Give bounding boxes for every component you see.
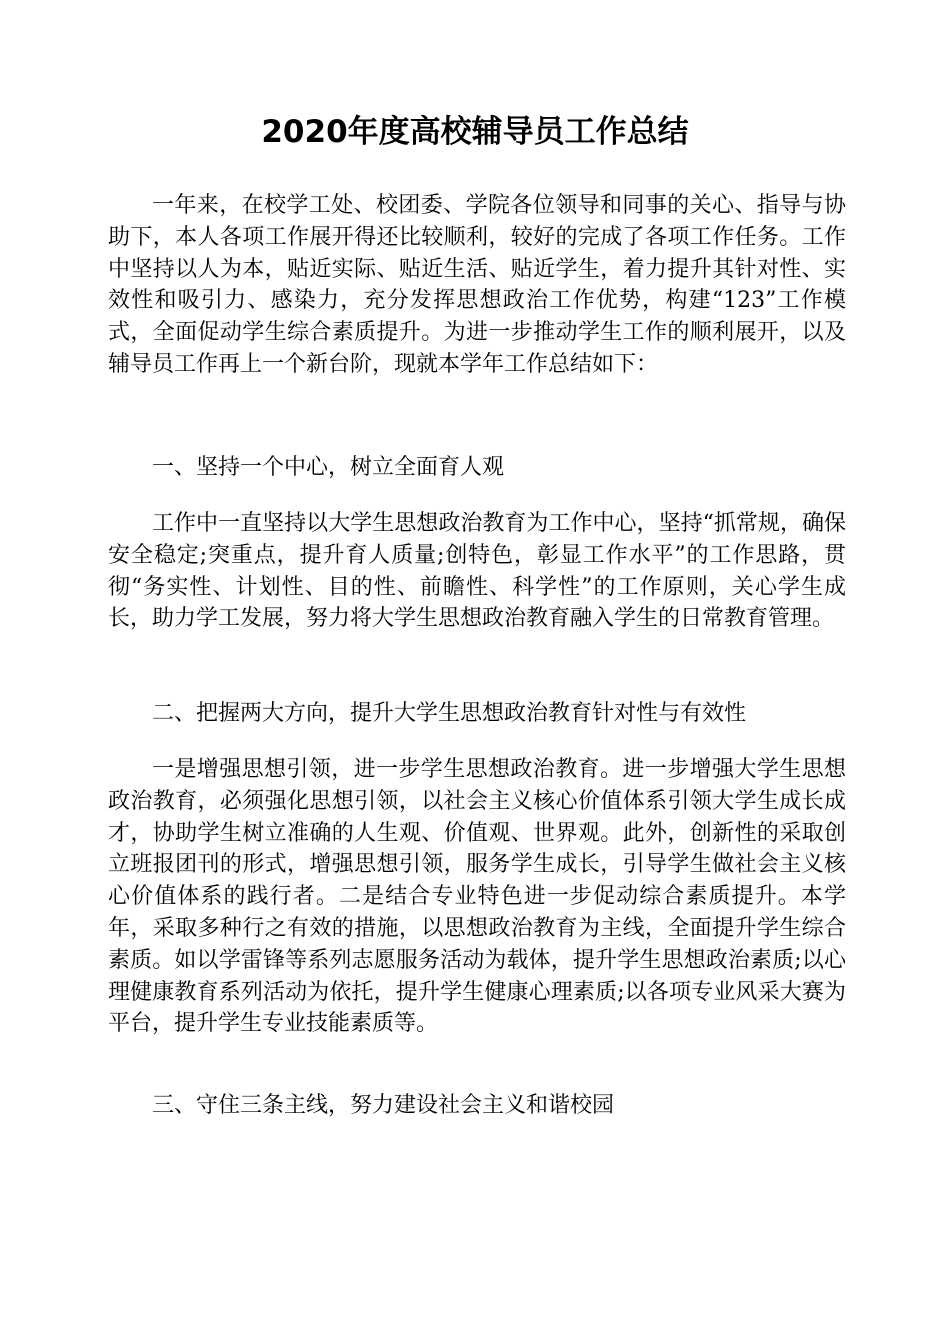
paragraph-section-2: 一是增强思想引领，进一步学生思想政治教育。进一步增强大学生思想政治教育，必须强化思想引领，以社会主义核心价值体系引领大学生成长成才，协助学生树立准确的人生观、价值观、世界观。此外，创新性的采取创立班报团刊的形式，增强思想引领，服务学生成长，引导学生做社会主义核心价值体系的践行者。二是结合专业特色进一步促动综合素质提升。本学年，采取多种行之有效的措施，以思想政治教育为主线，全面提升学生综合素质。如以学雷锋等系列志愿服务活动为载体，提升学生思想政治素质;以心理健康教育系列活动为依托，提升学生健康心理素质;以各项专业风采大赛为平台，提升学生专业技能素质等。 bbox=[108, 757, 846, 1037]
section-heading-2: 二、把握两大方向，提升大学生思想政治教育针对性与有效性 bbox=[152, 701, 747, 726]
section-heading-3: 三、守住三条主线，努力建设社会主义和谐校园 bbox=[152, 1093, 615, 1118]
paragraph-intro: 一年来，在校学工处、校团委、学院各位领导和同事的关心、指导与协助下，本人各项工作展开得还比较顺利，较好的完成了各项工作任务。工作中坚持以人为本，贴近实际、贴近生活、贴近学生，着力提升其针对性、实效性和吸引力、感染力，充分发挥思想政治工作优势，构建“123”工作模式，全面促动学生综合素质提升。为进一步推动学生工作的顺利展开，以及辅导员工作再上一个新台阶，现就本学年工作总结如下： bbox=[108, 193, 846, 377]
document-title: 2020年度高校辅导员工作总结 bbox=[261, 114, 689, 150]
paragraph-section-1: 工作中一直坚持以大学生思想政治教育为工作中心，坚持“抓常规，确保安全稳定;突重点，提升育人质量;创特色，彰显工作水平”的工作思路，贯彻“务实性、计划性、目的性、前瞻性、科学性”的工作原则，关心学生成长，助力学工发展，努力将大学生思想政治教育融入学生的日常教育管理。 bbox=[108, 511, 846, 632]
section-heading-1: 一、坚持一个中心，树立全面育人观 bbox=[152, 455, 505, 480]
